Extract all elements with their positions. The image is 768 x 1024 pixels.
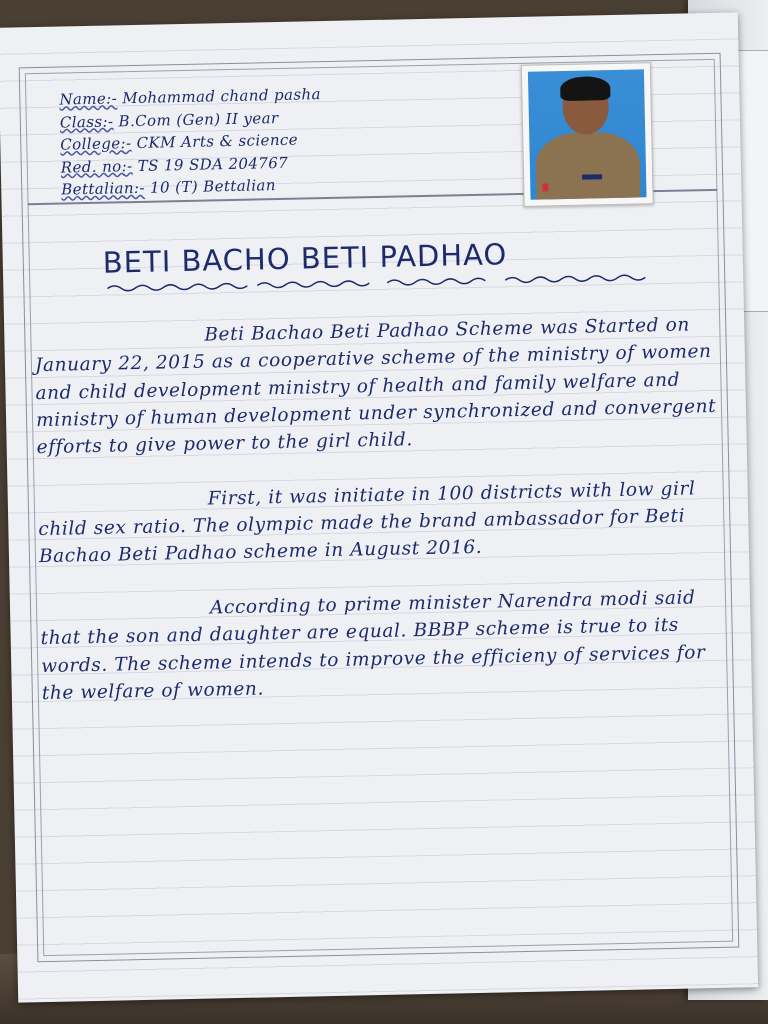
photo-hair [560, 76, 610, 101]
notebook-page [0, 12, 758, 1002]
essay-body [34, 311, 730, 735]
college-value: CKM Arts & science [136, 130, 299, 152]
paragraph-3: According to prime minister Narendra modi said that the son and daughter are equal. BBBP scheme is true to its words. The scheme intends to improve the efficieny of services for the welfare of women. [40, 587, 706, 704]
name-label: Name:- [59, 89, 118, 109]
photo-image [528, 69, 647, 199]
battalion-value: 10 (T) Bettalian [149, 176, 277, 197]
photo-name-badge [582, 174, 602, 179]
paragraph-2: First, it was initiate in 100 districts with low girl child sex ratio. The olympic made the brand ambassador for Beti Bachao Beti Padhao scheme in August 2016. [38, 478, 696, 568]
college-label: College:- [60, 134, 132, 154]
class-value: B.Com (Gen) II year [118, 108, 279, 130]
reg-value: TS 19 SDA 204767 [137, 153, 289, 175]
photo-shoulder-flash [542, 183, 548, 191]
paragraph-1: Beti Bachao Beti Padhao Scheme was Started on January 22, 2015 as a cooperative scheme of the ministry of women and child development ministry of health and family welfare and ministry of human development under synchronized and convergent efforts to give power to the girl child. [34, 314, 717, 459]
reg-label: Red. no:- [60, 156, 133, 177]
student-details [59, 79, 511, 201]
battalion-label: Bettalian:- [61, 178, 146, 199]
photo-uniform [535, 131, 641, 199]
name-value: Mohammad chand pasha [122, 85, 322, 108]
student-photo [521, 62, 654, 207]
essay-title: BETI BACHO BETI PADHAO [102, 237, 508, 280]
class-label: Class:- [59, 111, 114, 132]
